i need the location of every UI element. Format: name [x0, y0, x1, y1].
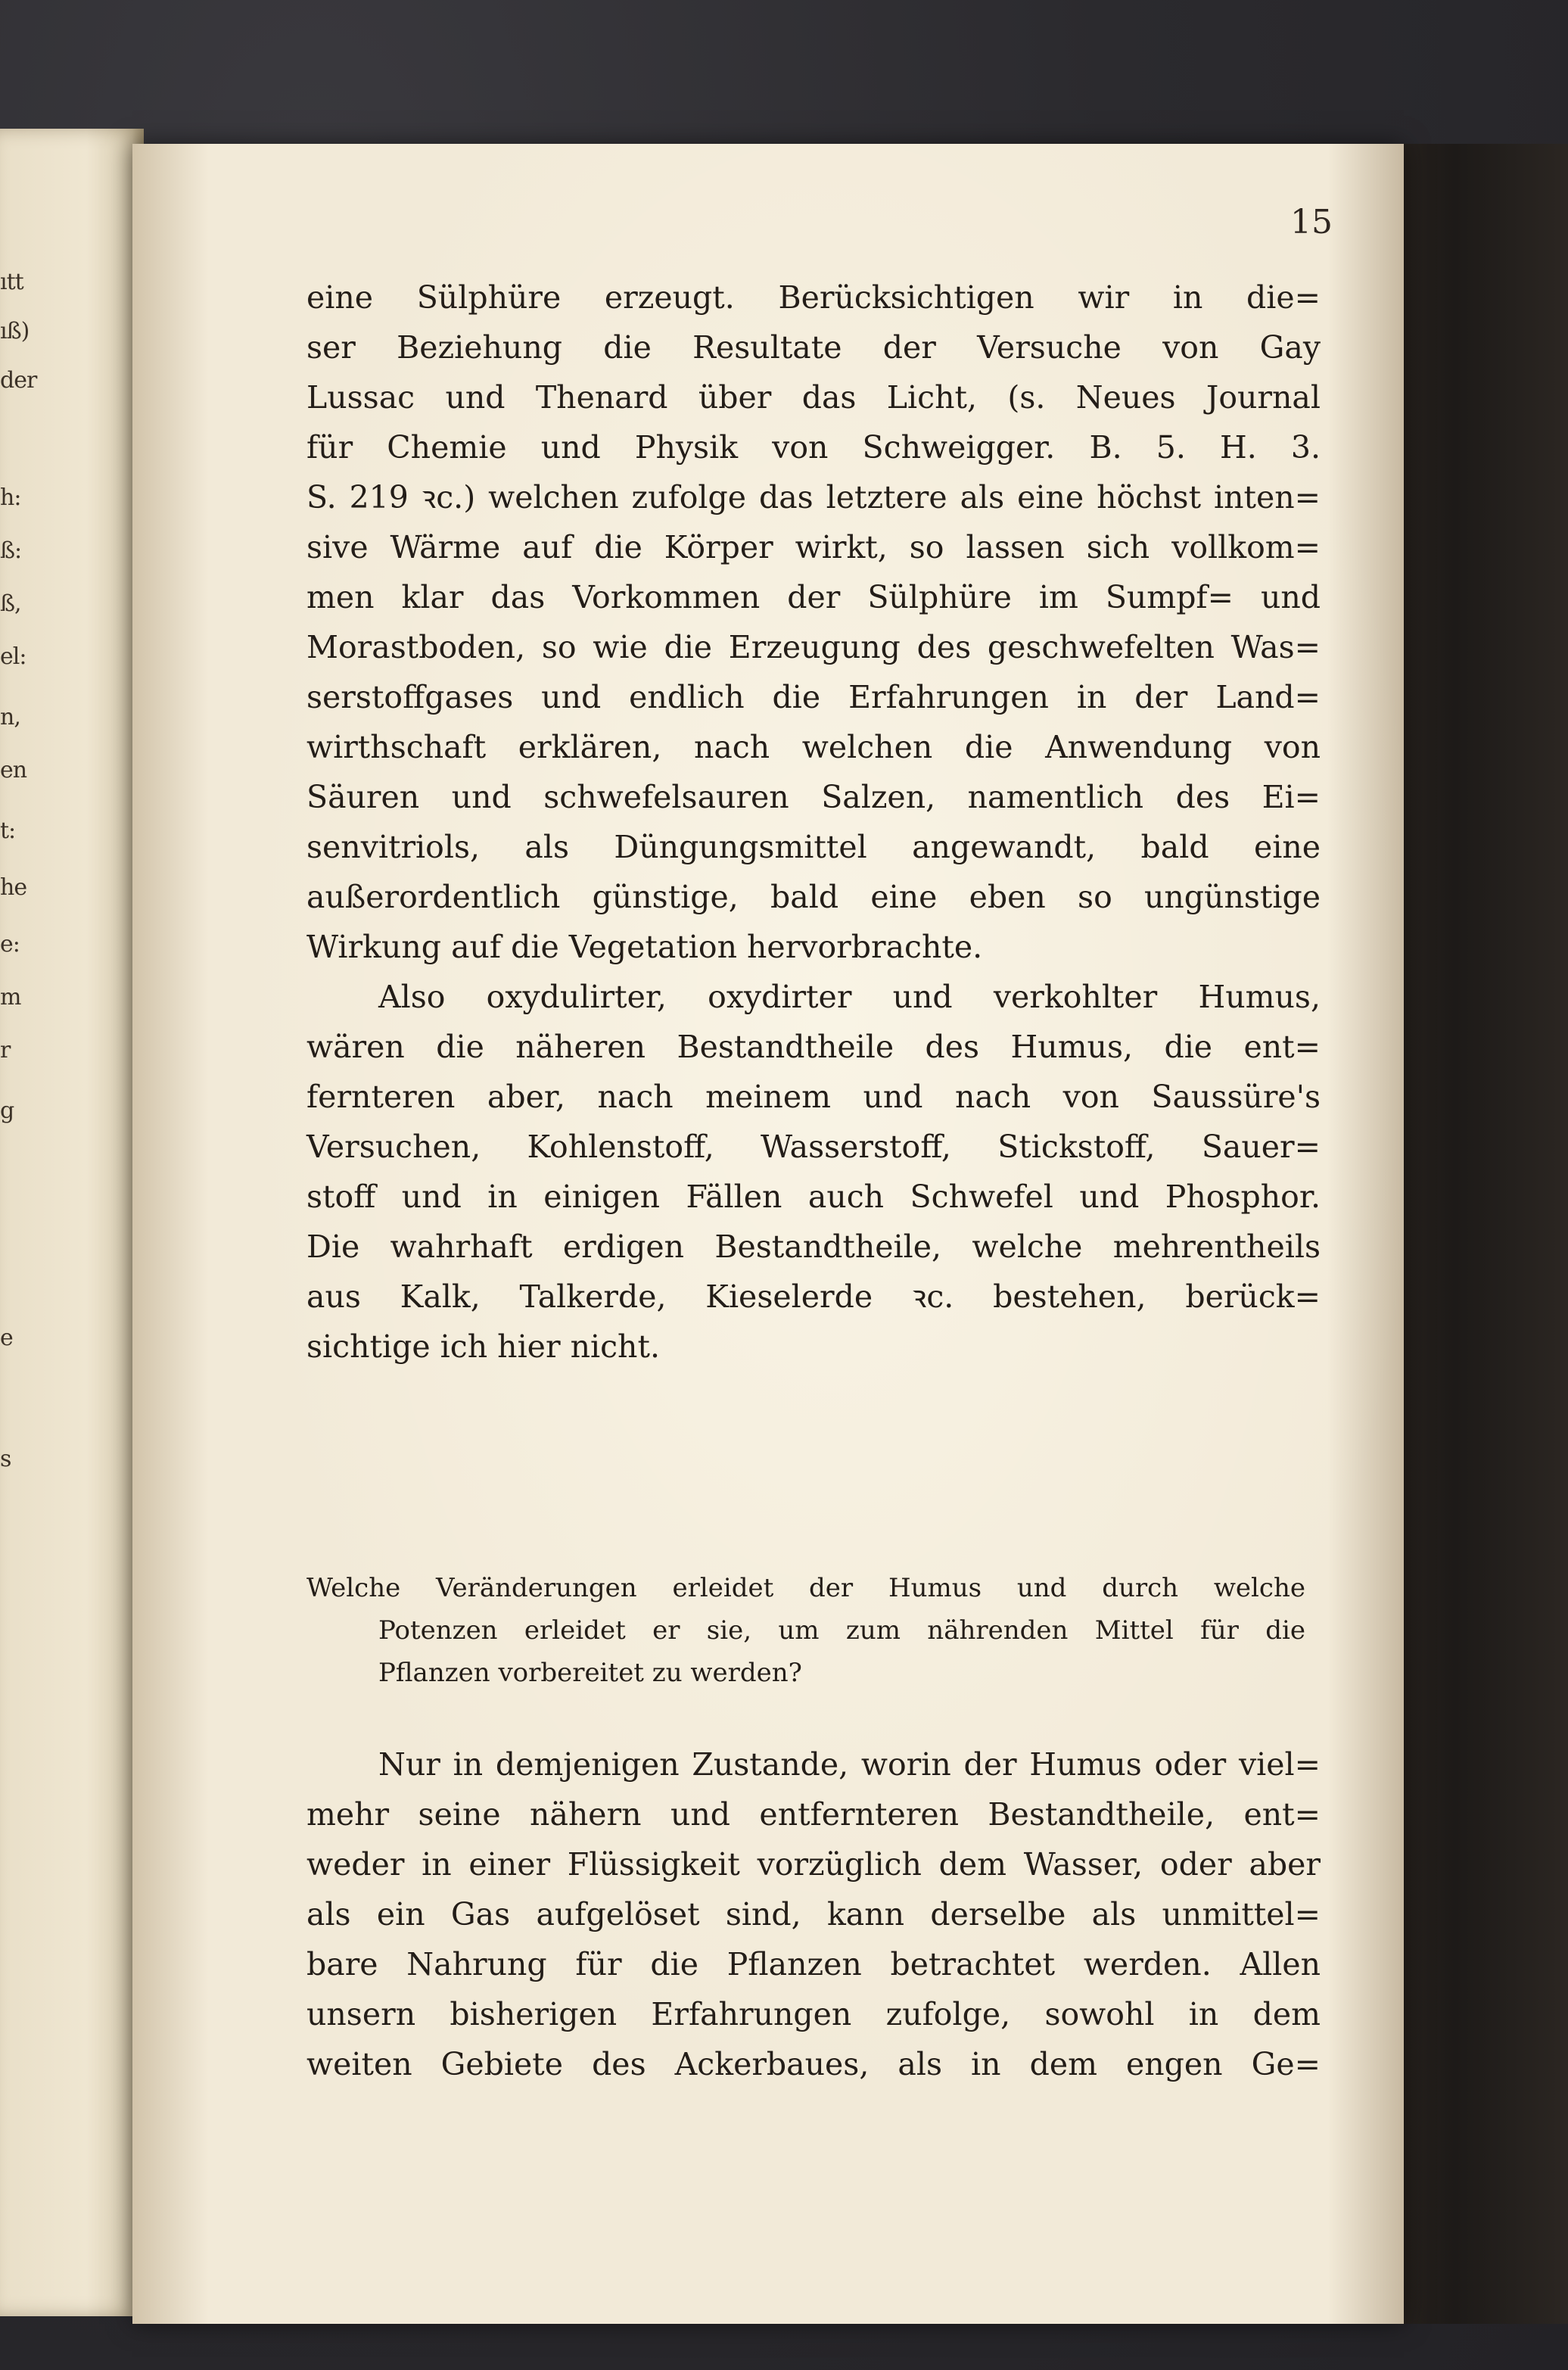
- page-number: 15: [1290, 203, 1333, 241]
- left-fragment: r: [0, 1037, 11, 1064]
- text-line: außerordentlich günstige, bald eine eben so ungünstige: [306, 879, 1321, 915]
- left-fragment: s: [0, 1446, 11, 1472]
- heading-line: Potenzen erleidet er sie, um zum nährenden Mittel für die: [378, 1615, 1305, 1646]
- left-fragment: m: [0, 984, 21, 1011]
- text-line: sichtige ich hier nicht.: [306, 1328, 660, 1365]
- left-fragment: der: [0, 367, 37, 394]
- book-cover-edge: [1379, 144, 1568, 2324]
- left-fragment: g: [0, 1098, 14, 1124]
- text-line: wirthschaft erklären, nach welchen die Anwendung von: [306, 729, 1321, 765]
- paragraph-3: [306, 1739, 1321, 2089]
- left-fragment: t:: [0, 818, 16, 844]
- left-fragment: e:: [0, 931, 20, 958]
- text-line: weiten Gebiete des Ackerbaues, als in dem engen Ge=: [306, 2046, 1321, 2082]
- heading-line: Pflanzen vorbereitet zu werden?: [378, 1658, 802, 1688]
- text-line: aus Kalk, Talkerde, Kieselerde ꝛc. bestehen, berück=: [306, 1278, 1321, 1315]
- text-line: Lussac und Thenard über das Licht, (s. Neues Journal: [306, 379, 1321, 416]
- heading-line: Welche Veränderungen erleidet der Humus und durch welche: [306, 1573, 1305, 1603]
- text-line: bare Nahrung für die Pflanzen betrachtet werden. Allen: [306, 1946, 1321, 1982]
- text-line: für Chemie und Physik von Schweigger. B. 5. H. 3.: [306, 429, 1321, 466]
- left-fragment: ß:: [0, 537, 22, 564]
- left-fragment: n,: [0, 704, 20, 730]
- text-line: weder in einer Flüssigkeit vorzüglich dem Wasser, oder aber: [306, 1846, 1321, 1883]
- text-line: wären die näheren Bestandtheile des Humus, die ent=: [306, 1029, 1321, 1065]
- text-line: men klar das Vorkommen der Sülphüre im Sumpf= und: [306, 579, 1321, 615]
- left-fragment: ıß): [0, 318, 30, 344]
- text-line: stoff und in einigen Fällen auch Schwefel und Phosphor.: [306, 1179, 1321, 1215]
- text-line: ser Beziehung die Resultate der Versuche von Gay: [306, 329, 1321, 366]
- text-line: fernteren aber, nach meinem und nach von Saussüre's: [306, 1079, 1321, 1115]
- left-fragment: el:: [0, 643, 26, 670]
- text-line: unsern bisherigen Erfahrungen zufolge, sowohl in dem: [306, 1996, 1321, 2032]
- text-line: Die wahrhaft erdigen Bestandtheile, welche mehrentheils: [306, 1229, 1321, 1265]
- left-fragment: he: [0, 874, 27, 901]
- text-line: senvitriols, als Düngungsmittel angewandt, bald eine: [306, 829, 1321, 865]
- text-line: eine Sülphüre erzeugt. Berücksichtigen wir in die=: [306, 279, 1321, 316]
- text-line: Säuren und schwefelsauren Salzen, namentlich des Ei=: [306, 779, 1321, 815]
- text-line: als ein Gas aufgelöset sind, kann derselbe als unmittel=: [306, 1896, 1321, 1932]
- text-line: Morastboden, so wie die Erzeugung des geschwefelten Was=: [306, 629, 1321, 665]
- text-line: serstoffgases und endlich die Erfahrungen in der Land=: [306, 679, 1321, 715]
- text-line: mehr seine nähern und entfernteren Bestandtheile, ent=: [306, 1796, 1321, 1833]
- left-fragment: ıtt: [0, 269, 23, 295]
- text-line: Nur in demjenigen Zustande, worin der Humus oder viel=: [378, 1746, 1321, 1783]
- previous-page-edge: [0, 129, 144, 2316]
- section-heading: [306, 1567, 1305, 1694]
- paragraph-1: [306, 273, 1321, 1372]
- left-fragment: e: [0, 1325, 13, 1351]
- text-line: Also oxydulirter, oxydirter und verkohlter Humus,: [378, 979, 1321, 1015]
- left-fragment: ß,: [0, 590, 21, 617]
- left-fragment: h:: [0, 484, 21, 511]
- text-line: sive Wärme auf die Körper wirkt, so lassen sich vollkom=: [306, 529, 1321, 565]
- left-fragment: en: [0, 757, 27, 783]
- text-line: S. 219 ꝛc.) welchen zufolge das letztere als eine höchst inten=: [306, 479, 1321, 515]
- text-line: Wirkung auf die Vegetation hervorbrachte.: [306, 929, 983, 965]
- text-line: Versuchen, Kohlenstoff, Wasserstoff, Stickstoff, Sauer=: [306, 1129, 1321, 1165]
